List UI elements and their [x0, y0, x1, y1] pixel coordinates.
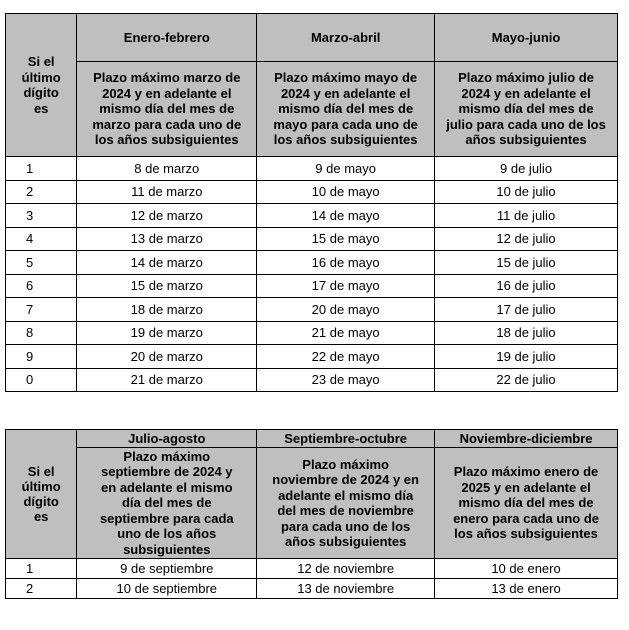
last-digit-cell: 2 [6, 579, 77, 599]
row-header-label: Si el último dígito es [21, 54, 61, 116]
column-desc-julio-agosto [77, 448, 257, 559]
column-desc-marzo-abril [257, 62, 435, 157]
column-desc-noviembre-diciembre [435, 448, 618, 559]
column-desc-text: Plazo máximo marzo de 2024 y en adelante el mismo día del mes de marzo para cada uno de los años subsiguientes [92, 70, 242, 148]
deadline-cell: 15 de mayo [257, 227, 435, 251]
column-title-noviembre-diciembre: Noviembre-diciembre [435, 430, 618, 448]
column-title-mayo-junio: Mayo-junio [435, 14, 618, 62]
deadline-cell: 23 de mayo [257, 368, 435, 392]
column-desc-text: Plazo máximo noviembre de 2024 y en adelante el mismo día del mes de noviembre para cada uno de los años subsiguientes [272, 456, 419, 549]
column-title-julio-agosto: Julio-agosto [77, 430, 257, 448]
table-row [6, 321, 618, 345]
table-row [6, 180, 618, 204]
deadline-cell: 8 de marzo [77, 157, 257, 181]
deadline-cell: 16 de julio [435, 274, 618, 298]
column-desc-mayo-junio [435, 62, 618, 157]
deadline-cell: 17 de mayo [257, 274, 435, 298]
row-header-cell [6, 14, 77, 157]
deadline-cell: 13 de marzo [77, 227, 257, 251]
deadline-cell: 10 de enero [435, 559, 618, 579]
table-row [6, 274, 618, 298]
last-digit-cell: 6 [6, 274, 77, 298]
deadline-cell: 17 de julio [435, 298, 618, 322]
deadline-table-1 [5, 13, 618, 392]
last-digit-cell: 1 [6, 157, 77, 181]
deadline-cell: 9 de julio [435, 157, 618, 181]
table-row [6, 298, 618, 322]
deadline-cell: 12 de noviembre [257, 559, 435, 579]
deadline-cell: 13 de noviembre [257, 579, 435, 599]
deadline-cell: 11 de marzo [77, 180, 257, 204]
column-desc-text: Plazo máximo julio de 2024 y en adelante el mismo día del mes de julio para cada uno de los años subsiguientes [446, 70, 606, 148]
table-row [6, 559, 618, 579]
last-digit-cell: 2 [6, 180, 77, 204]
deadline-cell: 14 de mayo [257, 204, 435, 228]
deadline-table-2 [5, 429, 618, 599]
column-title-marzo-abril: Marzo-abril [257, 14, 435, 62]
column-desc-enero-febrero [77, 62, 257, 157]
column-title-enero-febrero: Enero-febrero [77, 14, 257, 62]
deadline-cell: 16 de mayo [257, 251, 435, 275]
deadline-cell: 10 de mayo [257, 180, 435, 204]
deadline-cell: 15 de marzo [77, 274, 257, 298]
deadline-cell: 18 de julio [435, 321, 618, 345]
last-digit-cell: 0 [6, 368, 77, 392]
column-desc-text: Plazo máximo enero de 2025 y en adelante el mismo día del mes de enero para cada uno de los años subsiguientes [453, 464, 599, 542]
deadline-cell: 9 de septiembre [77, 559, 257, 579]
table-row [6, 227, 618, 251]
deadline-cell: 12 de julio [435, 227, 618, 251]
row-header-cell [6, 430, 77, 559]
table-row [6, 579, 618, 599]
deadline-cell: 14 de marzo [77, 251, 257, 275]
column-desc-text: Plazo máximo septiembre de 2024 y en adelante el mismo día del mes de septiembre para cada uno de los años subsiguientes [99, 448, 234, 557]
table-row [6, 345, 618, 369]
deadline-cell: 21 de marzo [77, 368, 257, 392]
table-row [6, 204, 618, 228]
deadline-cell: 19 de julio [435, 345, 618, 369]
row-header-label: Si el último dígito es [21, 464, 61, 524]
column-title-septiembre-octubre: Septiembre-octubre [257, 430, 435, 448]
deadline-cell: 20 de marzo [77, 345, 257, 369]
deadline-cell: 22 de julio [435, 368, 618, 392]
deadline-cell: 11 de julio [435, 204, 618, 228]
last-digit-cell: 1 [6, 559, 77, 579]
last-digit-cell: 4 [6, 227, 77, 251]
table-row [6, 157, 618, 181]
deadline-cell: 12 de marzo [77, 204, 257, 228]
deadline-cell: 15 de julio [435, 251, 618, 275]
table-row [6, 251, 618, 275]
last-digit-cell: 3 [6, 204, 77, 228]
deadline-cell: 20 de mayo [257, 298, 435, 322]
deadline-cell: 21 de mayo [257, 321, 435, 345]
column-desc-text: Plazo máximo mayo de 2024 y en adelante el mismo día del mes de mayo para cada uno de los años subsiguientes [273, 70, 418, 148]
table-row [6, 368, 618, 392]
deadline-cell: 19 de marzo [77, 321, 257, 345]
last-digit-cell: 5 [6, 251, 77, 275]
last-digit-cell: 9 [6, 345, 77, 369]
deadline-cell: 10 de julio [435, 180, 618, 204]
deadline-cell: 22 de mayo [257, 345, 435, 369]
deadline-cell: 9 de mayo [257, 157, 435, 181]
last-digit-cell: 7 [6, 298, 77, 322]
deadline-cell: 10 de septiembre [77, 579, 257, 599]
last-digit-cell: 8 [6, 321, 77, 345]
column-desc-septiembre-octubre [257, 448, 435, 559]
deadline-cell: 18 de marzo [77, 298, 257, 322]
deadline-cell: 13 de enero [435, 579, 618, 599]
